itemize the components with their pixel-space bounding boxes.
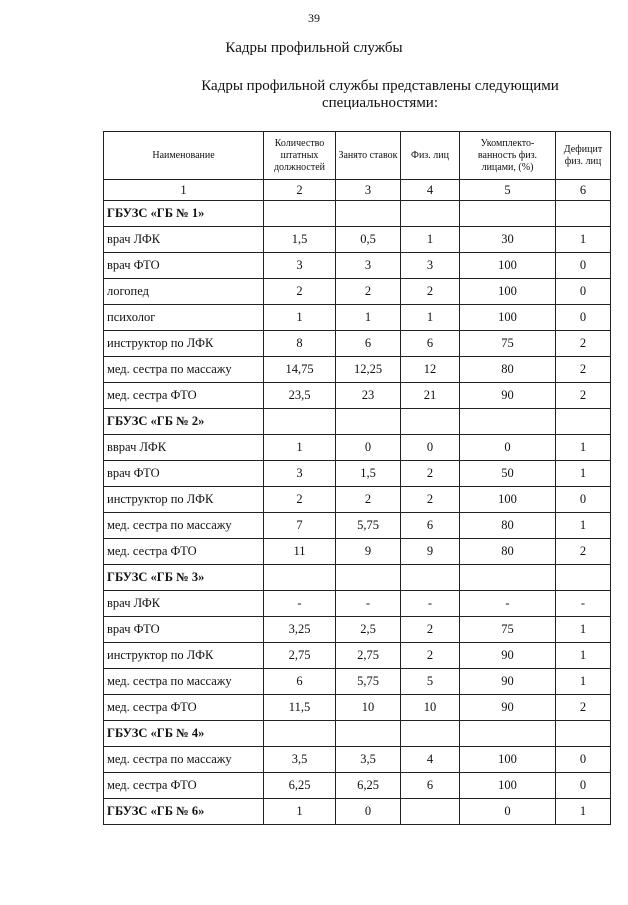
table-row <box>104 643 611 669</box>
value-cell: 10 <box>336 695 401 721</box>
value-cell: 1 <box>556 643 611 669</box>
value-cell: 2 <box>401 643 460 669</box>
header-cell: Количество штатных должностей <box>264 132 336 180</box>
value-cell: 2 <box>264 487 336 513</box>
value-cell <box>264 201 336 227</box>
table-row <box>104 279 611 305</box>
table-group-row <box>104 799 611 825</box>
table-row <box>104 461 611 487</box>
value-cell: 12,25 <box>336 357 401 383</box>
name-cell: мед. сестра по массажу <box>104 357 264 383</box>
value-cell: 0 <box>460 799 556 825</box>
table-row <box>104 357 611 383</box>
value-cell: 5,75 <box>336 513 401 539</box>
value-cell: 6 <box>401 773 460 799</box>
value-cell: 1 <box>264 305 336 331</box>
table-group-row <box>104 201 611 227</box>
value-cell: 1 <box>401 305 460 331</box>
value-cell <box>336 201 401 227</box>
value-cell: - <box>336 591 401 617</box>
value-cell: 0 <box>336 799 401 825</box>
value-cell: 100 <box>460 487 556 513</box>
value-cell: 50 <box>460 461 556 487</box>
value-cell: 0 <box>556 487 611 513</box>
table-row <box>104 383 611 409</box>
value-cell <box>264 721 336 747</box>
value-cell: 0 <box>556 773 611 799</box>
header-cell: Наименование <box>104 132 264 180</box>
value-cell: 30 <box>460 227 556 253</box>
value-cell: 2,75 <box>264 643 336 669</box>
value-cell: 2 <box>401 461 460 487</box>
value-cell: 2 <box>556 695 611 721</box>
value-cell: 1 <box>264 435 336 461</box>
value-cell <box>460 721 556 747</box>
group-name-cell: ГБУЗС «ГБ № 3» <box>104 565 264 591</box>
value-cell: 11 <box>264 539 336 565</box>
value-cell: 21 <box>401 383 460 409</box>
value-cell: 6,25 <box>264 773 336 799</box>
table-body <box>104 180 611 825</box>
name-cell: инструктор по ЛФК <box>104 331 264 357</box>
section-heading: Кадры профильной службы <box>225 40 403 56</box>
value-cell: 1 <box>556 799 611 825</box>
column-number: 6 <box>556 180 611 201</box>
value-cell: 6 <box>401 331 460 357</box>
value-cell: 2 <box>336 279 401 305</box>
name-cell: врач ФТО <box>104 253 264 279</box>
table-row <box>104 331 611 357</box>
value-cell: 1 <box>556 617 611 643</box>
column-number: 1 <box>104 180 264 201</box>
value-cell <box>336 565 401 591</box>
value-cell <box>336 721 401 747</box>
value-cell: 6,25 <box>336 773 401 799</box>
value-cell: 3 <box>401 253 460 279</box>
group-name-cell: ГБУЗС «ГБ № 4» <box>104 721 264 747</box>
name-cell: мед. сестра по массажу <box>104 513 264 539</box>
value-cell <box>264 409 336 435</box>
value-cell <box>401 201 460 227</box>
value-cell: 2 <box>401 617 460 643</box>
value-cell: 0 <box>336 435 401 461</box>
name-cell: вврач ЛФК <box>104 435 264 461</box>
value-cell: 3 <box>336 253 401 279</box>
staff-table <box>103 131 611 825</box>
value-cell: 75 <box>460 617 556 643</box>
value-cell: 1 <box>556 435 611 461</box>
header-cell: Физ. лиц <box>401 132 460 180</box>
table-row <box>104 253 611 279</box>
table-row <box>104 305 611 331</box>
value-cell: 0 <box>556 279 611 305</box>
table-group-row <box>104 409 611 435</box>
name-cell: врач ЛФК <box>104 591 264 617</box>
value-cell <box>401 409 460 435</box>
value-cell: 80 <box>460 539 556 565</box>
value-cell: 1 <box>556 669 611 695</box>
value-cell: 12 <box>401 357 460 383</box>
value-cell: 1 <box>556 227 611 253</box>
value-cell <box>264 565 336 591</box>
value-cell: 80 <box>460 357 556 383</box>
value-cell: 100 <box>460 773 556 799</box>
value-cell: 6 <box>264 669 336 695</box>
value-cell: 2,75 <box>336 643 401 669</box>
table-row <box>104 513 611 539</box>
table-row <box>104 591 611 617</box>
column-number: 2 <box>264 180 336 201</box>
value-cell: 90 <box>460 383 556 409</box>
value-cell: 75 <box>460 331 556 357</box>
value-cell: 1,5 <box>336 461 401 487</box>
column-number-row <box>104 180 611 201</box>
value-cell: 2 <box>556 357 611 383</box>
value-cell: 2,5 <box>336 617 401 643</box>
value-cell: 3 <box>264 461 336 487</box>
name-cell: мед. сестра ФТО <box>104 539 264 565</box>
page-number: 39 <box>308 11 320 25</box>
name-cell: врач ФТО <box>104 617 264 643</box>
table-row <box>104 617 611 643</box>
value-cell: 3,5 <box>336 747 401 773</box>
table-row <box>104 695 611 721</box>
value-cell: 2 <box>336 487 401 513</box>
value-cell: 23 <box>336 383 401 409</box>
group-name-cell: ГБУЗС «ГБ № 2» <box>104 409 264 435</box>
name-cell: врач ФТО <box>104 461 264 487</box>
table-group-row <box>104 721 611 747</box>
value-cell: 5,75 <box>336 669 401 695</box>
name-cell: логопед <box>104 279 264 305</box>
header-cell: Занято ставок <box>336 132 401 180</box>
value-cell <box>401 565 460 591</box>
value-cell: 0 <box>460 435 556 461</box>
value-cell: 8 <box>264 331 336 357</box>
name-cell: инструктор по ЛФК <box>104 487 264 513</box>
value-cell: 1 <box>556 461 611 487</box>
value-cell: - <box>401 591 460 617</box>
column-number: 4 <box>401 180 460 201</box>
value-cell: 11,5 <box>264 695 336 721</box>
value-cell <box>556 565 611 591</box>
group-name-cell: ГБУЗС «ГБ № 1» <box>104 201 264 227</box>
value-cell: 0,5 <box>336 227 401 253</box>
table-row <box>104 435 611 461</box>
value-cell <box>556 201 611 227</box>
table-row <box>104 539 611 565</box>
value-cell: 4 <box>401 747 460 773</box>
value-cell: 90 <box>460 695 556 721</box>
value-cell: 90 <box>460 669 556 695</box>
name-cell: мед. сестра ФТО <box>104 695 264 721</box>
value-cell <box>556 721 611 747</box>
name-cell: мед. сестра ФТО <box>104 383 264 409</box>
value-cell: 100 <box>460 253 556 279</box>
value-cell <box>460 565 556 591</box>
value-cell: 2 <box>401 487 460 513</box>
value-cell: 2 <box>401 279 460 305</box>
value-cell: 2 <box>556 331 611 357</box>
table-row <box>104 669 611 695</box>
name-cell: психолог <box>104 305 264 331</box>
table-row <box>104 487 611 513</box>
value-cell: 2 <box>264 279 336 305</box>
value-cell: 9 <box>401 539 460 565</box>
value-cell: 100 <box>460 747 556 773</box>
header-cell: Дефицит физ. лиц <box>556 132 611 180</box>
value-cell: 1 <box>336 305 401 331</box>
value-cell: 0 <box>556 253 611 279</box>
header-cell: Укомплекто-ванность физ. лицами, (%) <box>460 132 556 180</box>
column-number: 3 <box>336 180 401 201</box>
value-cell <box>460 201 556 227</box>
value-cell: 1 <box>264 799 336 825</box>
value-cell: 1 <box>556 513 611 539</box>
value-cell: - <box>460 591 556 617</box>
value-cell: 1,5 <box>264 227 336 253</box>
value-cell: 100 <box>460 305 556 331</box>
value-cell: 100 <box>460 279 556 305</box>
value-cell <box>401 721 460 747</box>
name-cell: инструктор по ЛФК <box>104 643 264 669</box>
value-cell: 7 <box>264 513 336 539</box>
table-row <box>104 773 611 799</box>
table-header-row <box>104 132 611 180</box>
value-cell: 2 <box>556 539 611 565</box>
value-cell: 80 <box>460 513 556 539</box>
value-cell: 6 <box>401 513 460 539</box>
value-cell: 2 <box>556 383 611 409</box>
value-cell: 90 <box>460 643 556 669</box>
column-number: 5 <box>460 180 556 201</box>
name-cell: мед. сестра по массажу <box>104 747 264 773</box>
value-cell: 9 <box>336 539 401 565</box>
name-cell: мед. сестра по массажу <box>104 669 264 695</box>
value-cell: 3 <box>264 253 336 279</box>
value-cell: 10 <box>401 695 460 721</box>
name-cell: врач ЛФК <box>104 227 264 253</box>
value-cell: 14,75 <box>264 357 336 383</box>
table-row <box>104 747 611 773</box>
value-cell: 3,25 <box>264 617 336 643</box>
value-cell: 23,5 <box>264 383 336 409</box>
value-cell: - <box>264 591 336 617</box>
value-cell <box>460 409 556 435</box>
value-cell <box>336 409 401 435</box>
table-group-row <box>104 565 611 591</box>
value-cell: 1 <box>401 227 460 253</box>
value-cell: 3,5 <box>264 747 336 773</box>
value-cell: 5 <box>401 669 460 695</box>
value-cell: - <box>556 591 611 617</box>
intro-paragraph: Кадры профильной службы представлены следующими специальностями: <box>201 78 559 111</box>
value-cell: 0 <box>556 305 611 331</box>
value-cell: 0 <box>556 747 611 773</box>
value-cell <box>556 409 611 435</box>
name-cell: мед. сестра ФТО <box>104 773 264 799</box>
value-cell <box>401 799 460 825</box>
value-cell: 0 <box>401 435 460 461</box>
value-cell: 6 <box>336 331 401 357</box>
table-row <box>104 227 611 253</box>
group-name-cell: ГБУЗС «ГБ № 6» <box>104 799 264 825</box>
